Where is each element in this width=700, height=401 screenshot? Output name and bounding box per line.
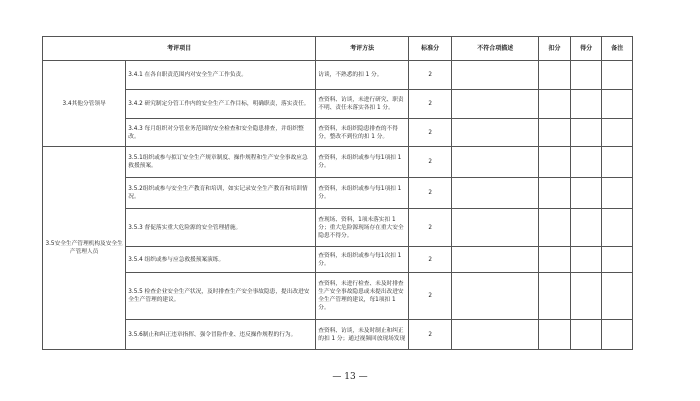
- deduct-cell: [539, 119, 571, 147]
- score-cell: 2: [408, 119, 451, 147]
- method-cell: 查资料，未组织或参与每1项扣 1 分。: [316, 147, 409, 178]
- nonconform-cell: [452, 273, 539, 320]
- got-cell: [570, 90, 602, 119]
- table-row: [43, 178, 633, 209]
- evaluation-table: [42, 36, 633, 350]
- nonconform-cell: [452, 247, 539, 273]
- table-row: [43, 90, 633, 119]
- nonconform-cell: [452, 61, 539, 90]
- item-cell: 3.5.6制止和纠正违章指挥、强令冒险作业、违反操作规程的行为。: [126, 320, 316, 350]
- score-cell: 2: [408, 209, 451, 247]
- score-cell: 2: [408, 273, 451, 320]
- item-cell: 3.4.1 在各自职责范围内对安全生产工作负责。: [126, 61, 316, 90]
- item-cell: 3.5.5 检查企业安全生产状况，及时排查生产安全事故隐患，提出改进安全生产管理的建议。: [126, 273, 316, 320]
- method-cell: 访谈，不熟悉的扣 1 分。: [316, 61, 409, 90]
- item-cell: 3.4.3 每月组织对分管业务范围的安全检查和安全隐患排查，并组织整改。: [126, 119, 316, 147]
- deduct-cell: [539, 273, 571, 320]
- nonconform-cell: [452, 320, 539, 350]
- header-nonconform: 不符合项描述: [452, 37, 539, 61]
- table-row: [43, 119, 633, 147]
- score-cell: 2: [408, 147, 451, 178]
- got-cell: [570, 61, 602, 90]
- deduct-cell: [539, 247, 571, 273]
- remark-cell: [602, 178, 633, 209]
- item-cell: 3.5.3 督促落实重大危险源的安全管理措施。: [126, 209, 316, 247]
- deduct-cell: [539, 209, 571, 247]
- deduct-cell: [539, 147, 571, 178]
- method-cell: 查资料，未进行检查、未及时排查生产安全事故隐患或未提出改进安全生产管理的建议，每1项扣 1 分。: [316, 273, 409, 320]
- remark-cell: [602, 90, 633, 119]
- table-row: [43, 147, 633, 178]
- got-cell: [570, 320, 602, 350]
- remark-cell: [602, 61, 633, 90]
- remark-cell: [602, 147, 633, 178]
- header-deduct: 扣分: [539, 37, 571, 61]
- got-cell: [570, 209, 602, 247]
- score-cell: 2: [408, 61, 451, 90]
- header-standard-score: 标准分: [408, 37, 451, 61]
- got-cell: [570, 273, 602, 320]
- item-cell: 3.4.2 研究制定分管工作内的安全生产工作目标，明确职责，落实责任。: [126, 90, 316, 119]
- category-cell: 3.5安全生产管理机构及安全生产管理人员: [43, 147, 126, 350]
- table-row: [43, 209, 633, 247]
- item-cell: 3.5.1组织或参与拟订安全生产规章制度、操作规程和生产安全事故应急救援预案。: [126, 147, 316, 178]
- page-number: — 13 —: [332, 372, 368, 382]
- deduct-cell: [539, 320, 571, 350]
- got-cell: [570, 119, 602, 147]
- header-got: 得分: [570, 37, 602, 61]
- score-cell: 2: [408, 247, 451, 273]
- got-cell: [570, 178, 602, 209]
- got-cell: [570, 147, 602, 178]
- header-remark: 备注: [602, 37, 633, 61]
- deduct-cell: [539, 61, 571, 90]
- remark-cell: [602, 209, 633, 247]
- table-row: [43, 273, 633, 320]
- table-row: [43, 320, 633, 350]
- score-cell: 2: [408, 90, 451, 119]
- method-cell: 查资料，未组织或参与每1次扣 1 分。: [316, 247, 409, 273]
- score-cell: 2: [408, 320, 451, 350]
- header-project: 考评项目: [43, 37, 316, 61]
- score-cell: 2: [408, 178, 451, 209]
- method-cell: 查资料、访谈，未进行研究、职责不明、责任未落实各扣 1 分。: [316, 90, 409, 119]
- nonconform-cell: [452, 90, 539, 119]
- method-cell: 查现场、资料，1项未落实扣 1 分；重大危险源现场存在重大安全隐患不得分。: [316, 209, 409, 247]
- table-header-row: [43, 37, 633, 61]
- table-row: [43, 247, 633, 273]
- remark-cell: [602, 247, 633, 273]
- nonconform-cell: [452, 119, 539, 147]
- method-cell: 查资料，未组织或参与每1项扣 1 分。: [316, 178, 409, 209]
- got-cell: [570, 247, 602, 273]
- remark-cell: [602, 320, 633, 350]
- header-method: 考评方法: [316, 37, 409, 61]
- remark-cell: [602, 273, 633, 320]
- deduct-cell: [539, 178, 571, 209]
- nonconform-cell: [452, 178, 539, 209]
- method-cell: 查资料，未组织隐患排查的不得分，整改不到位的扣 1 分。: [316, 119, 409, 147]
- nonconform-cell: [452, 147, 539, 178]
- nonconform-cell: [452, 209, 539, 247]
- deduct-cell: [539, 90, 571, 119]
- item-cell: 3.5.2组织或参与安全生产教育和培训，如实记录安全生产教育和培训情况。: [126, 178, 316, 209]
- item-cell: 3.5.4 组织或参与应急救援预案演练。: [126, 247, 316, 273]
- method-cell: 查资料、访谈，未及时制止和纠正的扣 1 分；通过视频回放现场发现: [316, 320, 409, 350]
- category-cell: 3.4其他分管领导: [43, 61, 126, 147]
- remark-cell: [602, 119, 633, 147]
- table-row: [43, 61, 633, 90]
